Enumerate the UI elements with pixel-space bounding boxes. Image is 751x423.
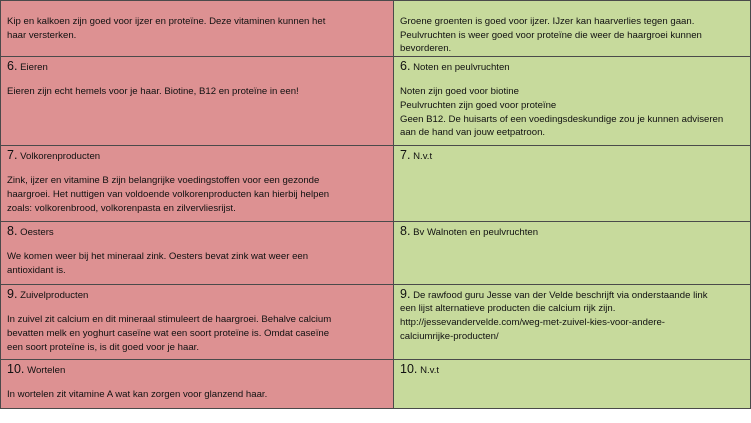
table-cell-left	[1, 221, 394, 284]
cell-text: We komen weer bij het mineraal zink. Oesters bevat zink wat weer een antioxidant is.	[7, 251, 309, 276]
item-title: Eieren	[20, 61, 48, 73]
cell-text: In zuivel zit calcium en dit mineraal stimuleert de haargroei. Behalve calcium bevatten melk en yoghurt caseïne wat een soort proteïne is. Omdat caseïne een soort proteïne is, is dit goed voor je haar.	[7, 314, 332, 353]
table-cell-right	[394, 1, 751, 57]
cell-text: Groene groenten is goed voor ijzer. IJzer kan haarverlies tegen gaan. Peulvruchten is weer goed voor proteïne die weer de haargroei kunnen bevorderen.	[400, 16, 702, 55]
item-number: 10.	[400, 361, 418, 376]
table-cell-left	[1, 1, 394, 57]
cell-heading	[7, 60, 387, 75]
cell-text: Zink, ijzer en vitamine B zijn belangrijke voedingstoffen voor een gezonde haargroei. Het nuttigen van voldoende volkorenproducten kan hierbij helpen zoals: volkorenbrood, volkorenpasta en zilvervliesrijst.	[7, 175, 330, 214]
item-number: 6.	[400, 58, 411, 73]
table-cell-right	[394, 221, 751, 284]
cell-heading	[7, 288, 387, 303]
table-row	[1, 145, 751, 221]
cell-heading	[400, 363, 744, 378]
item-title: Zuivelproducten	[20, 289, 89, 301]
table-row	[1, 359, 751, 408]
item-title: N.v.t	[420, 364, 440, 376]
item-title: Noten en peulvruchten	[413, 61, 510, 73]
table-row	[1, 221, 751, 284]
item-number: 6.	[7, 58, 18, 73]
item-number: 9.	[7, 286, 18, 301]
item-number: 7.	[7, 147, 18, 162]
item-number: 10.	[7, 361, 25, 376]
item-number: 8.	[7, 223, 18, 238]
cell-text: In wortelen zit vitamine A wat kan zorgen voor glanzend haar.	[7, 389, 268, 401]
item-title: Oesters	[20, 226, 54, 238]
cell-heading	[400, 288, 744, 343]
item-title: Wortelen	[27, 364, 66, 376]
item-title: Volkorenproducten	[20, 150, 101, 162]
table-cell-right	[394, 145, 751, 221]
table-row	[1, 284, 751, 359]
table-cell-right	[394, 56, 751, 145]
item-number: 8.	[400, 223, 411, 238]
cell-text: Kip en kalkoen zijn goed voor ijzer en proteïne. Deze vitaminen kunnen het haar versterken.	[7, 16, 326, 41]
cell-heading	[7, 149, 387, 164]
cell-heading	[400, 60, 744, 75]
item-title: N.v.t	[413, 150, 433, 162]
item-number: 7.	[400, 147, 411, 162]
table-cell-left	[1, 56, 394, 145]
table-cell-left	[1, 359, 394, 408]
item-title: De rawfood guru Jesse van der Velde beschrijft via onderstaande link een lijst alternatieve producten die calcium rijk zijn. http://jessevandervelde.com/weg-met-zuivel-kies-voor-andere- calciumrijke-producten/	[400, 289, 708, 342]
table-cell-left	[1, 145, 394, 221]
cell-heading	[400, 149, 744, 164]
table-cell-left	[1, 284, 394, 359]
table-cell-right	[394, 284, 751, 359]
cell-heading	[400, 225, 744, 240]
cell-text: Noten zijn goed voor biotine Peulvruchten zijn goed voor proteïne Geen B12. De huisarts of een voedingsdeskundige zou je kunnen adviseren aan de hand van jouw eetpatroon.	[400, 86, 724, 139]
item-title: Bv Walnoten en peulvruchten	[413, 226, 539, 238]
cell-text: Eieren zijn echt hemels voor je haar. Biotine, B12 en proteïne in een!	[7, 86, 299, 98]
table-row	[1, 1, 751, 57]
cell-heading	[7, 225, 387, 240]
table-row	[1, 56, 751, 145]
item-number: 9.	[400, 286, 411, 301]
cell-heading	[7, 363, 387, 378]
table-cell-right	[394, 359, 751, 408]
